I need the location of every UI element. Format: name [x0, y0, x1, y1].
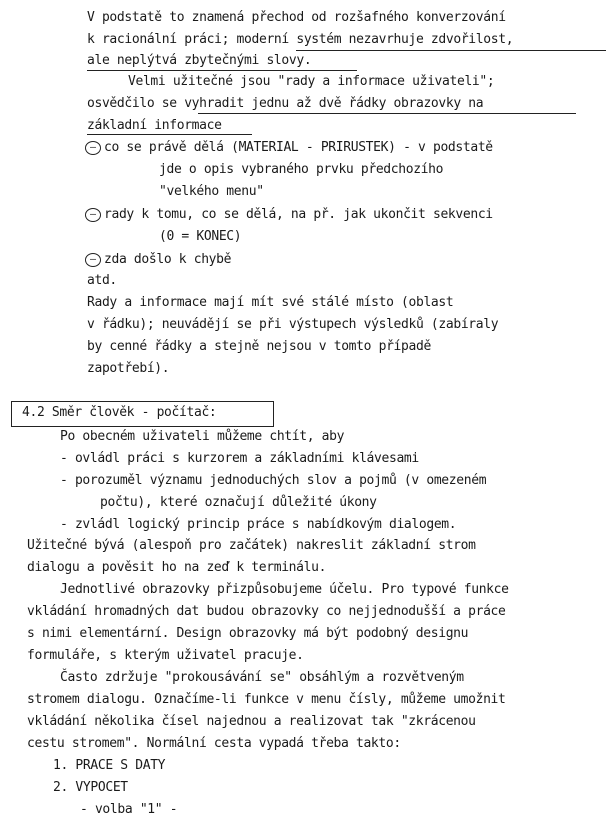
paragraph4-bullet2-line2: počtu), které označují důležité úkony	[100, 495, 377, 510]
paragraph4-line1: Užitečné bývá (alespoň pro začátek) nakreslit základní strom	[27, 538, 476, 553]
paragraph4-intro: Po obecném uživateli můžeme chtít, aby	[60, 429, 345, 444]
paragraph5-line4: formuláře, s kterým uživatel pracuje.	[27, 648, 304, 663]
paragraph2-line1: Velmi užitečné jsou "rady a informace uživateli";	[128, 74, 495, 89]
paragraph4-line2: dialogu a pověsit ho na zeď k terminálu.	[27, 560, 327, 575]
paragraph1-line3: ale neplýtvá zbytečnými slovy.	[87, 53, 312, 68]
paragraph2-line2: osvědčilo se vyhradit jednu až dvě řádky obrazovky na	[87, 96, 484, 111]
paragraph3-line3: by cenné řádky a stejně nejsou v tomto případě	[87, 339, 431, 354]
paragraph5-line1: Jednotlivé obrazovky přizpůsobujeme účelu. Pro typové funkce	[60, 582, 509, 597]
paragraph1-line1: V podstatě to znamená přechod od rozšafného konverzování	[87, 10, 506, 25]
circled-dash-marker-icon: –	[85, 141, 101, 155]
paragraph5-line2: vkládání hromadných dat budou obrazovky co nejjednodušší a práce	[27, 604, 506, 619]
handwritten-underline	[87, 134, 252, 135]
item3-line1: zda došlo k chybě	[104, 252, 232, 267]
paragraph6-line3: vkládání několika čísel najednou a realizovat tak "zkrácenou	[27, 714, 476, 729]
handwritten-underline	[296, 50, 606, 51]
handwritten-underline	[198, 113, 576, 114]
etc-text: atd.	[87, 273, 117, 288]
paragraph3-line4: zapotřebí).	[87, 361, 170, 376]
handwritten-underline	[87, 70, 357, 71]
paragraph2-line3: základní informace	[87, 118, 222, 133]
list-item-3: - volba "1" -	[80, 802, 178, 817]
item2-line1: rady k tomu, co se dělá, na př. jak ukončit sekvenci	[104, 207, 493, 222]
paragraph3-line2: v řádku); neuvádějí se při výstupech výsledků (zabíraly	[87, 317, 499, 332]
paragraph6-line1: Často zdržuje "prokousávání se" obsáhlým a rozvětveným	[60, 670, 464, 685]
section-title: 4.2 Směr člověk - počítač:	[22, 405, 217, 420]
paragraph5-line3: s nimi elementární. Design obrazovky má být podobný designu	[27, 626, 469, 641]
paragraph3-line1: Rady a informace mají mít své stálé místo (oblast	[87, 295, 454, 310]
paragraph4-bullet2-line1: - porozuměl významu jednoduchých slov a pojmů (v omezeném	[60, 473, 487, 488]
paragraph4-bullet1: - ovládl práci s kurzorem a základními klávesami	[60, 451, 419, 466]
circled-dash-marker-icon: –	[85, 253, 101, 267]
paragraph6-line2: stromem dialogu. Označíme-li funkce v menu čísly, můžeme umožnit	[27, 692, 506, 707]
circled-dash-marker-icon: –	[85, 208, 101, 222]
item1-line3: "velkého menu"	[159, 184, 264, 199]
item1-line2: jde o opis vybraného prvku předchozího	[159, 162, 444, 177]
list-item-1: 1. PRACE S DATY	[53, 758, 166, 773]
item2-line2: (0 = KONEC)	[159, 229, 242, 244]
paragraph4-bullet3: - zvládl logický princip práce s nabídkovým dialogem.	[60, 517, 457, 532]
paragraph6-line4: cestu stromem". Normální cesta vypadá třeba takto:	[27, 736, 401, 751]
list-item-2: 2. VYPOCET	[53, 780, 128, 795]
paragraph1-line2: k racionální práci; moderní systém nezavrhuje zdvořilost,	[87, 32, 514, 47]
item1-line1: co se právě dělá (MATERIAL - PRIRUSTEK) - v podstatě	[104, 140, 493, 155]
